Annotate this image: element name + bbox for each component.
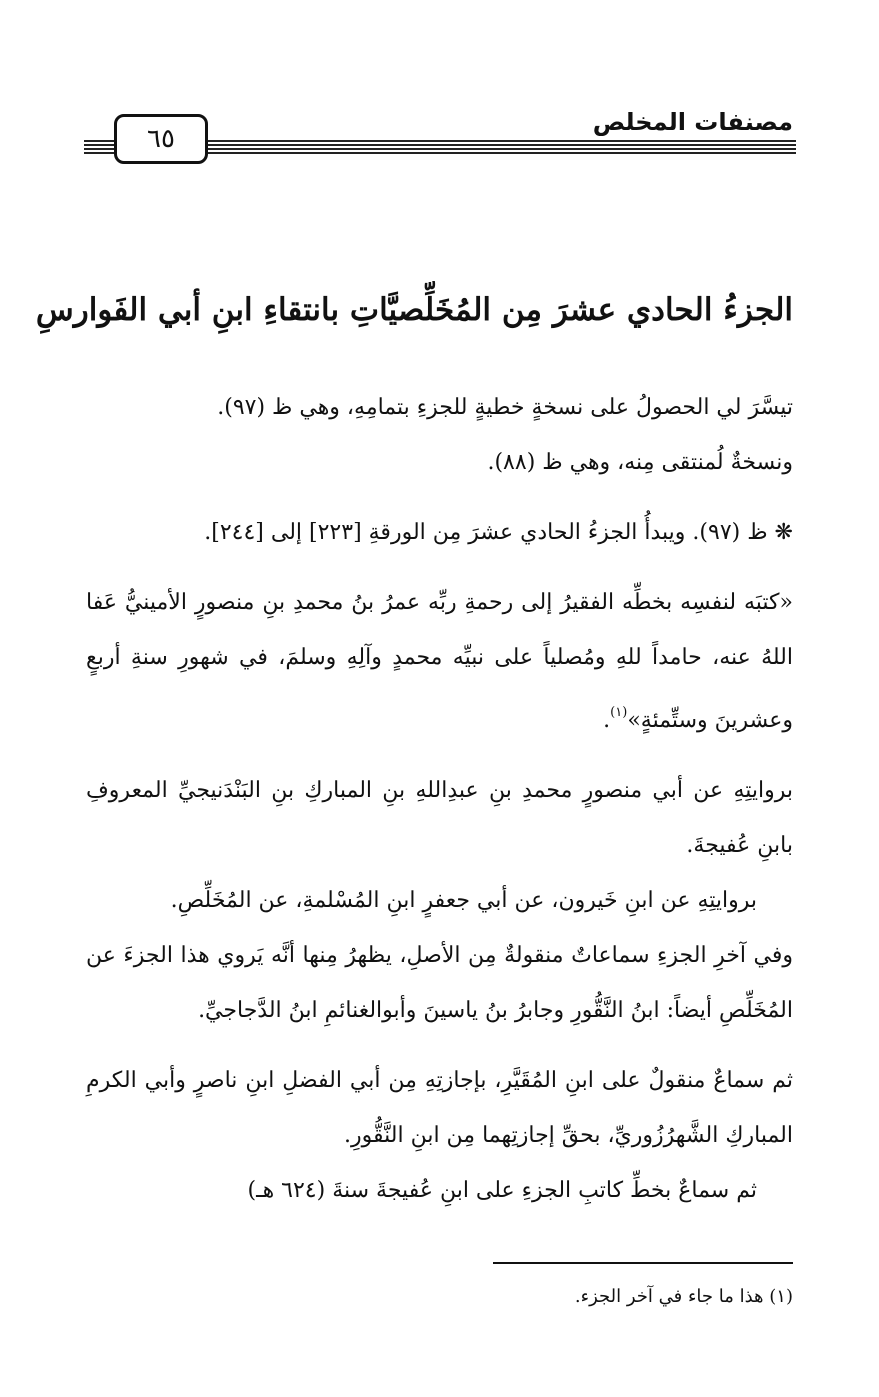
- paragraph: «كتبَه لنفسِه بخطِّه الفقيرُ إلى رحمةِ ربِّه عمرُ بنُ محمدِ بنِ منصورٍ الأمينيُّ عَفا اللهُ عنه، حامداً للهِ ومُصلياً على نبيِّه محمدٍ وآلِهِ وسلمَ، في شهورِ سنةِ أربعٍ وعشرينَ وستِّمئةٍ»$^{(١)}$.: [86, 590, 793, 733]
- footnote: (١) هذا ما جاء في آخر الجزء.: [574, 1286, 793, 1307]
- paragraph: ونسخةٌ لُمنتقى مِنه، وهي ظ (٨٨).: [487, 450, 793, 475]
- paragraph: ثم سماعٌ منقولٌ على ابنِ المُقَيَّرِ، بإجازتِهِ مِن أبي الفضلِ ابنِ ناصرٍ وأبي الكرمِ المباركِ الشَّهرُزُوريِّ، بحقِّ إجازتِهما مِن ابنِ النَّقُّورِ.: [86, 1068, 793, 1148]
- chapter-title: الجزءُ الحادي عشرَ مِن المُخَلِّصيَّاتِ بانتقاءِ ابنِ أبي الفَوارسِ: [35, 292, 793, 328]
- paragraph: تيسَّرَ لي الحصولُ على نسخةٍ خطيةٍ للجزءِ بتمامِهِ، وهي ظ (٩٧).: [217, 395, 793, 420]
- paragraph: ثم سماعٌ بخطِّ كاتبِ الجزءِ على ابنِ عُفيجةَ سنةَ (٦٢٤ هـ): [247, 1178, 757, 1203]
- footnote-marker: (١): [610, 705, 628, 720]
- footnote-rule: [493, 1262, 793, 1264]
- paragraph: بروايتِهِ عن ابنِ خَيرون، عن أبي جعفرٍ ابنِ المُسْلمةِ، عن المُخَلِّصِ.: [170, 888, 757, 913]
- paragraph: ❋ ظ (٩٧). ويبدأُ الجزءُ الحادي عشرَ مِن الورقةِ [٢٢٣] إلى [٢٤٤].: [204, 520, 793, 545]
- page-number: ٦٥: [114, 114, 208, 164]
- paragraph: بروايتِهِ عن أبي منصورٍ محمدِ بنِ عبدِاللهِ بنِ المباركِ بنِ البَنْدَنيجيِّ المعروفِ بابنِ عُفيجةَ.: [86, 778, 793, 858]
- quotation-text: «كتبَه لنفسِه بخطِّه الفقيرُ إلى رحمةِ ربِّه عمرُ بنُ محمدِ بنِ منصورٍ الأمينيُّ عَفا اللهُ عنه، حامداً للهِ ومُصلياً على نبيِّه محمدٍ وآلِهِ وسلمَ، في شهورِ سنةِ أربعٍ وعشرينَ وستِّمئةٍ»: [86, 590, 793, 733]
- running-head-title: مصنفات المخلص: [592, 108, 793, 136]
- paragraph: وفي آخرِ الجزءِ سماعاتٌ منقولةٌ مِن الأصلِ، يظهرُ مِنها أنَّه يَروي هذا الجزءَ عن المُخَلِّصِ أيضاً: ابنُ النَّقُّورِ وجابرُ بنُ ياسينَ وأبوالغنائمِ ابنُ الدَّجاجيِّ.: [86, 943, 793, 1023]
- body-text: [86, 380, 793, 1218]
